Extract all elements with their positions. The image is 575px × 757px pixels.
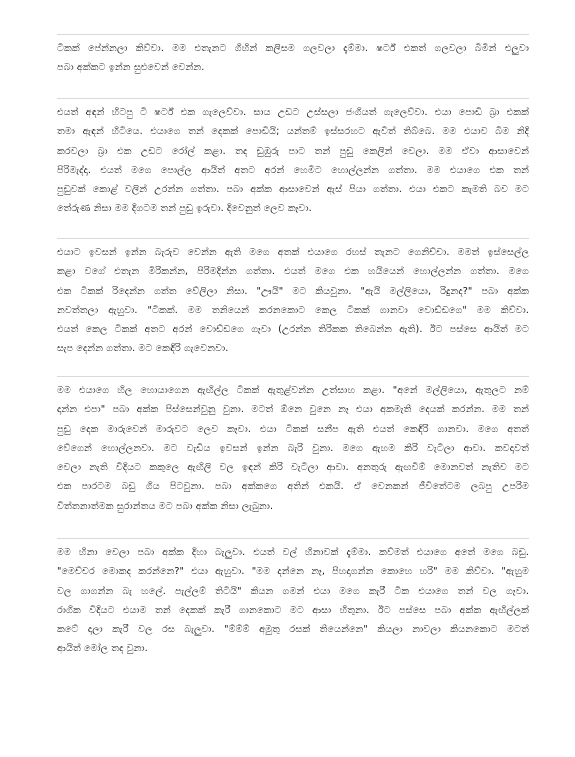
text-line: කරවලා බ්‍රා එක උඩට රෝල් කළා. තද ඩුඹුරු පාට තන් පුඩු කෙලින් වෙලා. මම ඒවා ආසාවෙන් [57, 145, 529, 157]
text-line: විත්තනාත්මක සුරාන්තය මට පබා අක්ක නිසා ලැබුනා. [57, 500, 274, 512]
text-line: එක ටිකක් රිදෙන්න ගත්ත වේලිලා නිසා. "ඌයි" මට කියවුනා. "ඇයි මල්ලියො, රිදුනද?" පබා අක්ක [57, 285, 529, 297]
text-line: එයත් අඳන් හිටපු ටී ෂර්ට් එක ගැලෙව්වා. සාය උඩට උස්සලා ජංගියත් ගැලෙව්වා. එයා පොඩි බ්‍රා එකක් [57, 107, 529, 118]
text-line: වෙලා නැති විදියට කකුලෙ ඇඟිලි වල ඉඳන් කිරි වැටිලා ආවා. අනතුරු ඇඟවීම් මොනවත් නැතිව මට [57, 462, 529, 474]
paragraph-5 [57, 538, 529, 659]
text-line: එයාට ඉවසන් ඉන්න බැරුව වෙන්න ඇති මගෙ අතක් එයාගෙ රහස් තැනට ගෙනිච්චා. මමත් ඉස්සෙල්ල [57, 247, 529, 258]
paragraph-1 [57, 34, 529, 78]
text-line: සැප දෙන්න ගත්තා. මට කෙඳිරි ගැවෙනවා. [57, 343, 229, 355]
text-line: නවත්තලා ඇහුවා. "ටිකක්. මම තනියෙන් කරනකොට කෙල ටිකක් ගානවා වොඩ්ඩගෙ" මම කිව්වා. [57, 304, 529, 316]
paragraph-4 [57, 376, 529, 516]
text-line: තමා ඇඳන් හිටියෙ. එයාගෙ තන් දෙකක් පොඩියි; යන්තම් ඉස්සරහට ඇවිත් තිබ්බෙ. මම එයාව බිම නිදි [57, 126, 529, 138]
text-line: වල ගාගන්න බැ හලේ. පැල්ලම් තිටියි" කියන ගමන් එයා මගෙ කැරී ටික එයාගෙ තන් වල ගෑවා. [57, 585, 529, 597]
text-line: එක පාරටම බඩු ගිය පිටවුනා. පබා අක්කගෙ අතින් එකයි. ඒ වෙනකන් ජීවිතේටම ලබපු උපරිම [57, 481, 529, 493]
text-line: ටිකක් පේන්නලා කිව්වා. මම එතැනට ගිහින් කලිසම ගලවලා දැම්මා. ෂර්ට් එකත් ගලවලා බිමින් එලුවා [57, 43, 529, 54]
text-line: රාගික විදියට එයාම තන් දෙකක් කැරී ගානකොට මට ආසා හිතුනා. ඊට පස්සෙ පබා අක්ක ඇඟිල්ලක් [57, 604, 529, 616]
text-line: මම හිනා වෙලා පබා අක්ක දිහා බැලුවා. එයත් වල් හිනාවක් දැම්මා. කව්මත් එයාගෙ අතේ මගෙ බඩු. [57, 547, 529, 558]
text-line: දාන්න එපා" පබා අක්ක පිස්සෙන්වුනු වුනා. මටත් ඕනෙ වුනෙ නෑ එයා අකමැති දෙයක් කරන්න. මම තන් [57, 404, 529, 416]
text-line: ආයිත් මෝල තද වුනා. [57, 643, 148, 655]
text-line: පබා අක්කට ඉන්න සුළුවෙන් වෙන්න. [57, 62, 205, 74]
text-line: තේරුණ නිසා මම දිගටම තන් පුඩු ඉරුවා. දිවෙනුත් ලෙව කෑවා. [57, 203, 312, 215]
text-line: කටේ දාලා කැරී වල රස බැලුවා. "ම්ම්ම් අමුතු රසක් තියෙන්නෙ" කියලා නාවලා කියනකොට මටත් [57, 624, 529, 636]
text-line: එයත් කෙල ටිකක් අතට අරන් වොඩ්ඩගෙ ගෑවා (උරන්න තිරිකක තිබෙන්න ඇති). ඊට පස්සෙ ආයිත් මට [57, 324, 529, 336]
text-line: කළා වගේ එතැන මිරිකන්න, පිරිමදින්න ගත්තා. එයත් මගෙ එක හයියෙන් හොල්ලන්න ගත්තා. මගෙ [57, 266, 529, 278]
text-line: වේගෙන් හොල්ලනවා. මට වැඩිය ඉවසන් ඉන්න බැරි වුනා. මගෙ ඇහම කිරි වැටිලා ආවා. කවදාවත් [57, 442, 529, 454]
text-line: පුඩු දෙක මාරුවෙන් මාරුවට ලෙව කෑවා. එයා ටිකක් සනීප ඇති එයත් කෙඳිරි ගානවා. මගෙ අතත් [57, 423, 529, 435]
text-line: පිරිමැද්දා. එයත් මගෙ පොල්ල ආයිත් අතට අරන් හෙමිට හොල්ලන්න ගත්තා. මම එයාගෙ එක තන් [57, 164, 529, 176]
text-line: "මෙච්චර මොකද කරන්නෙ?" එයා ඇහුවා. "මම දන්නෙ නෑ, පිහදාගන්න කොහෙ හරි" මම කිව්වා. "ඇහුම [57, 566, 529, 578]
paragraph-3 [57, 238, 529, 359]
text-line: පුඩුවක් කොළ් වලින් උරන්න ගත්තා. පබා අක්ක ආසාවෙන් ඇස් පියා ගත්තා. එයා එකට කැමති බව මට [57, 184, 529, 196]
paragraph-2 [57, 98, 529, 219]
text-line: මම එයාගෙ හිල හොයාගෙන ඇඟිල්ල ටිකක් ඇතුළ්වන්න උත්සාහ කළා. "අනේ මල්ලියො, ඇතුලට නම් [57, 385, 529, 396]
